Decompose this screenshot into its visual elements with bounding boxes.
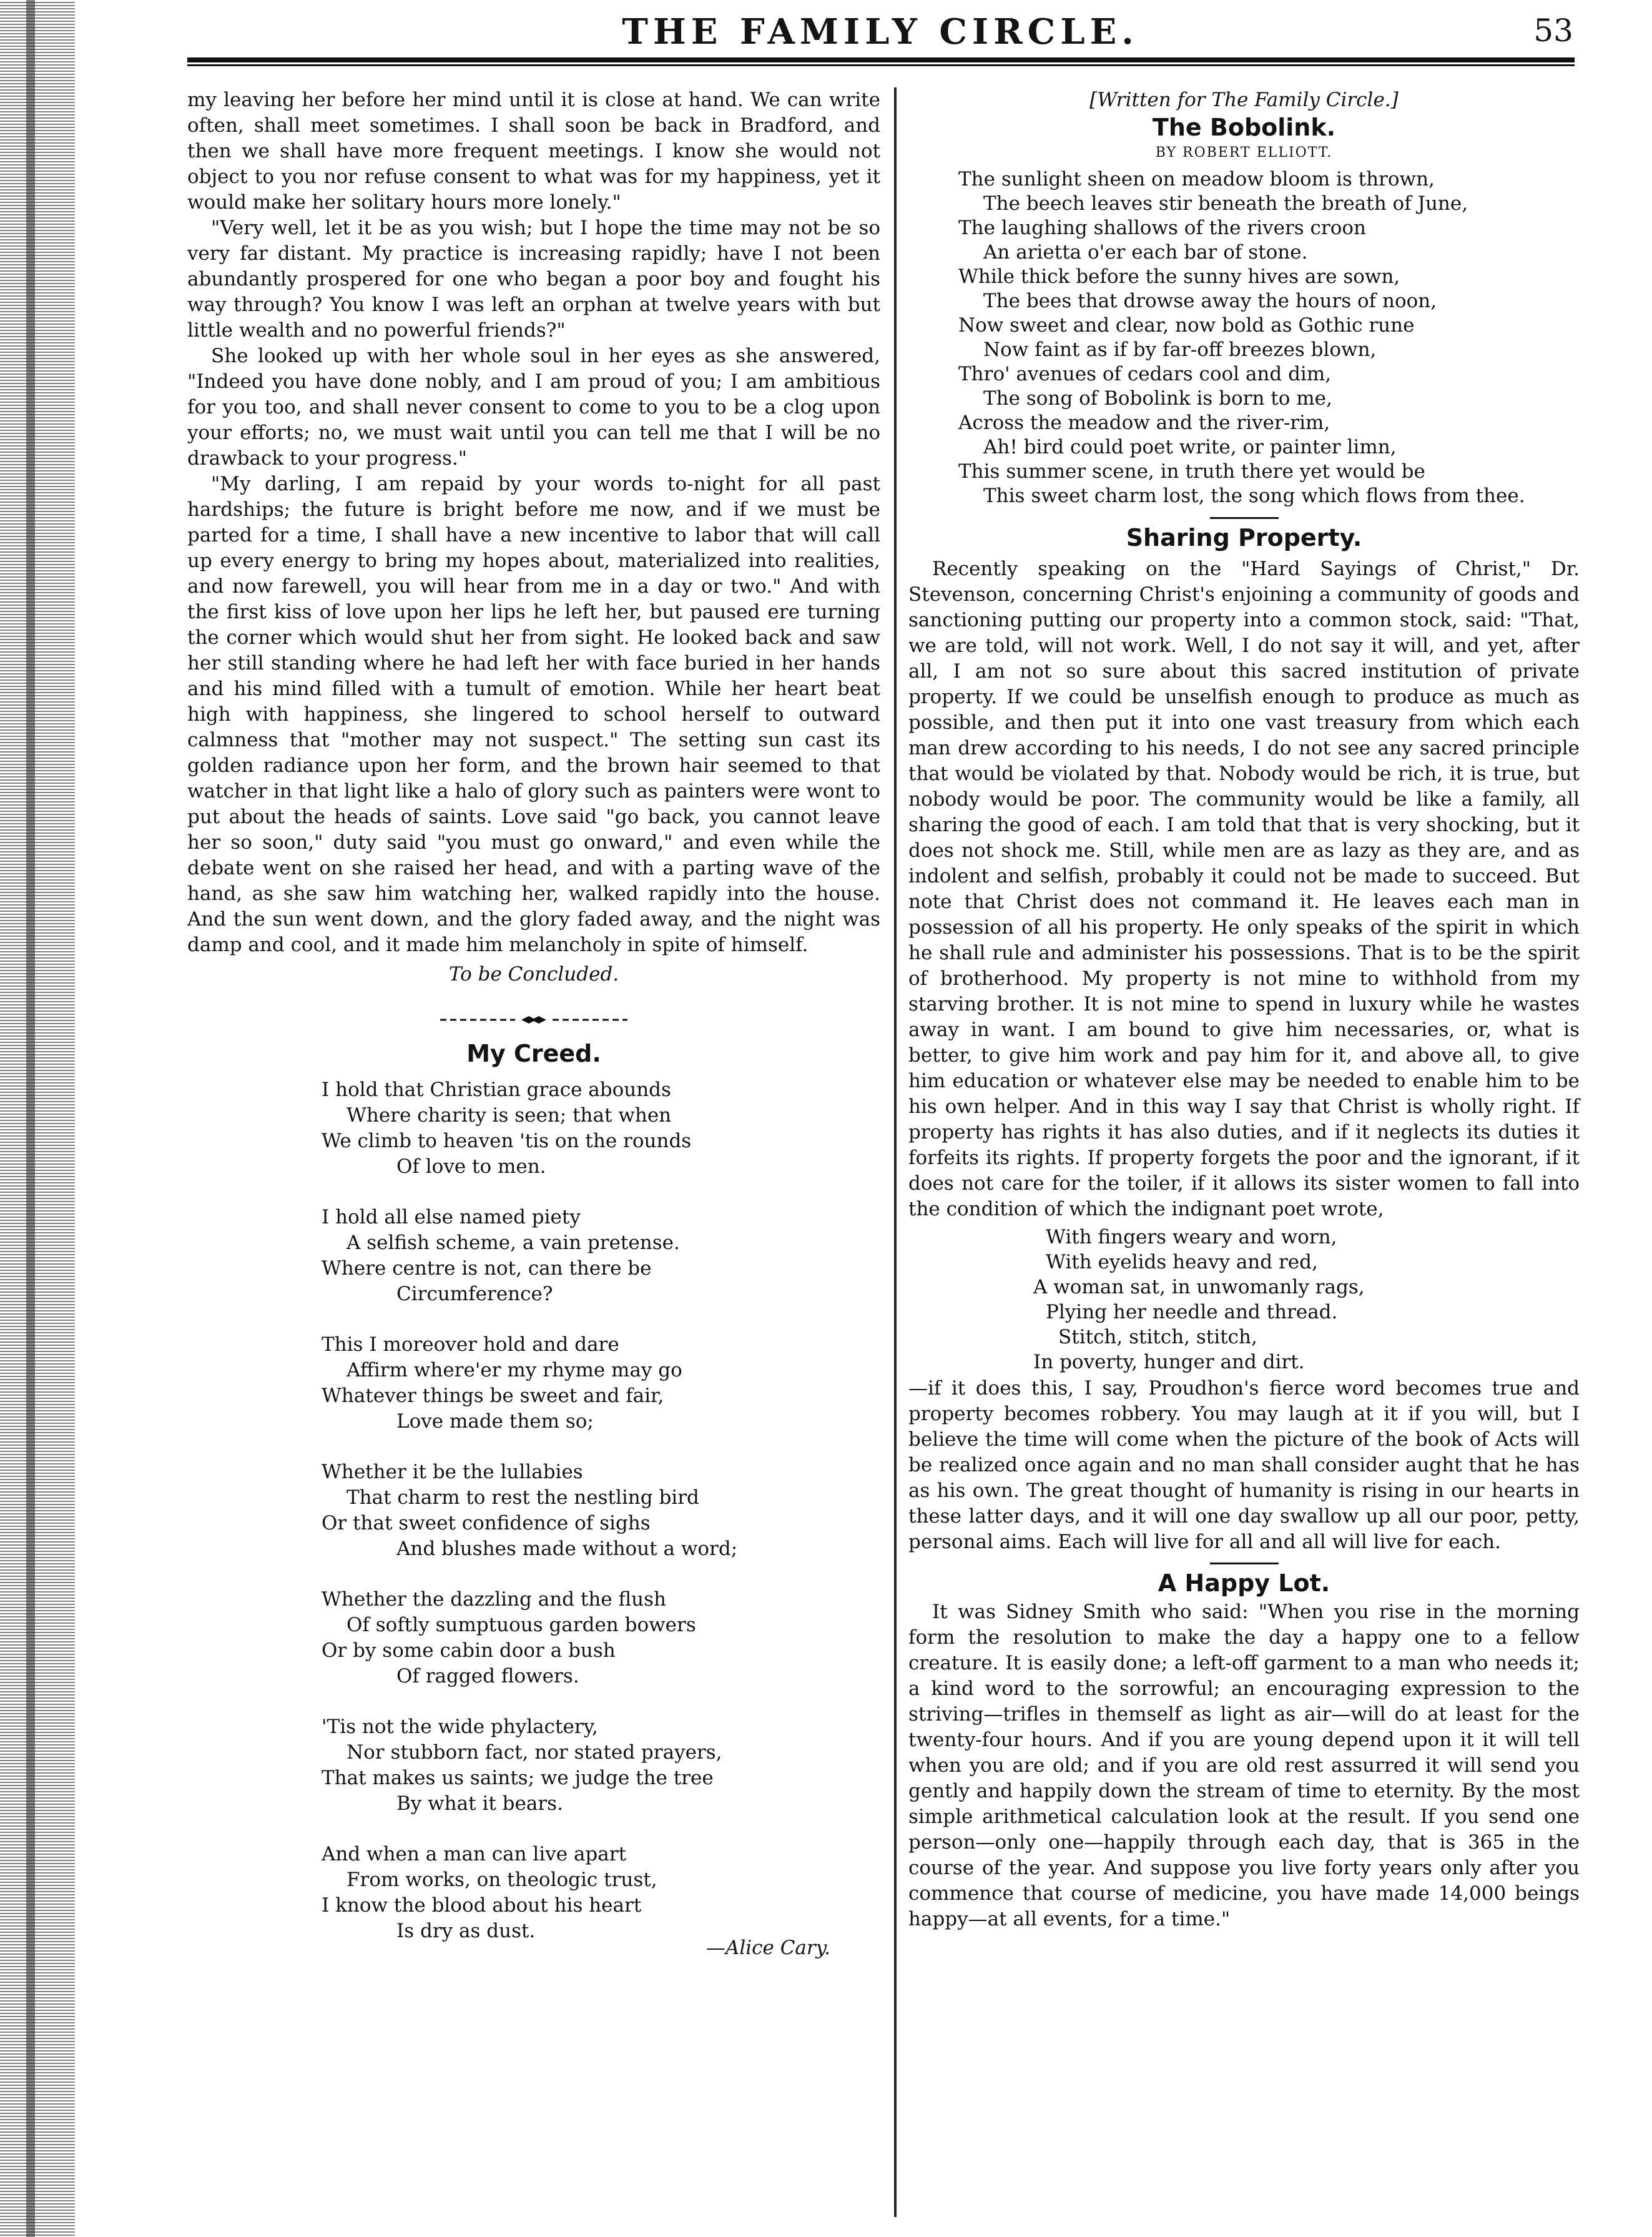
quote-line: In poverty, hunger and dirt.: [1033, 1351, 1305, 1373]
poem-line: Whether the dazzling and the flush: [322, 1588, 667, 1611]
poem-line: Across the meadow and the river-rim,: [958, 412, 1330, 434]
poem-author: —Alice Cary.: [706, 1937, 830, 1959]
story-paragraph: "Very well, let it be as you wish; but I hope the time may not be so very far distant. My practice is increasing rapidly; have I not been abundantly prospered for one who began a poor boy and fought his way through? You know I was left an orphan at twelve years with but little wealth and no powerful friends?": [187, 217, 880, 342]
poem-line: Or by some cabin door a bush: [322, 1639, 616, 1662]
poem-line: The beech leaves stir beneath the breath of June,: [983, 192, 1468, 215]
poem-quote: [1033, 1225, 1580, 1375]
poem-stanza: [322, 1205, 880, 1307]
poem-line: I hold that Christian grace abounds: [322, 1079, 671, 1101]
poem-line: This summer scene, in truth there yet would be: [958, 460, 1425, 483]
right-column: [908, 87, 1580, 1932]
poem-line: I hold all else named piety: [322, 1206, 581, 1228]
poem-line: And blushes made without a word;: [396, 1538, 738, 1560]
scan-gutter: [0, 0, 75, 2237]
poem-line: The laughing shallows of the rivers croon: [958, 217, 1366, 239]
to-be-concluded: To be Concluded.: [448, 963, 619, 985]
poem-stanza: [322, 1332, 880, 1435]
header-rule-thick: [187, 57, 1575, 62]
section-ornament: [187, 1010, 880, 1029]
poem-line: Whether it be the lullabies: [322, 1461, 583, 1483]
column-divider: [894, 87, 897, 2217]
left-column: [187, 87, 880, 1959]
poem-line: Or that sweet confidence of sighs: [322, 1512, 651, 1534]
story-paragraph: She looked up with her whole soul in her eyes as she answered, "Indeed you have done nobly, and I am proud of you; I am ambitious for you too, and shall never consent to come to you to be a clog upon your efforts; no, we must wait until you can tell me that I will be no drawback to your progress.": [187, 345, 880, 470]
poem-line: The bees that drowse away the hours of noon,: [983, 290, 1437, 312]
ornament-rule-icon: [440, 1014, 627, 1026]
poem-line: By what it bears.: [396, 1792, 563, 1815]
poem-line: Love made them so;: [396, 1410, 594, 1433]
happy-lot-paragraph: It was Sidney Smith who said: "When you rise in the morning form the resolution to make the day a happy one to a fellow creature. It is easily done; a left-off garment to a man who needs it; a kind word to the sorrowful; an encouraging expression to the striving—trifles in themself as light as air—will do at least for the twenty-four hours. And if you are young depend upon it it will tell when you are old; and if you are old rest assurred it will send you gently and happily down the stream of time to eternity. By the most simple arithmetical calculation look at the result. If you send one person—only one—happily through each day, that is 365 in the course of the year. And suppose you live forty years only after you commence that course of medicine, you have made 14,000 beings happy—at all events, for a time.": [908, 1601, 1580, 1930]
poem-line: 'Tis not the wide phylactery,: [322, 1716, 598, 1738]
poem-line: That charm to rest the nestling bird: [347, 1486, 699, 1509]
poem-line: I know the blood about his heart: [322, 1894, 642, 1917]
bobolink-byline: BY ROBERT ELLIOTT.: [1155, 145, 1333, 160]
quote-line: A woman sat, in unwomanly rags,: [1033, 1276, 1365, 1298]
header-rule-thin: [187, 64, 1575, 66]
poem-line: This I moreover hold and dare: [322, 1333, 619, 1356]
page-number: 53: [1533, 12, 1573, 49]
bobolink-title: The Bobolink.: [1152, 114, 1336, 141]
poem-line: The sunlight sheen on meadow bloom is thrown,: [958, 168, 1435, 190]
scan-gutter-edge: [26, 0, 35, 2237]
happy-lot-title: A Happy Lot.: [1158, 1569, 1330, 1597]
sharing-paragraph: Recently speaking on the "Hard Sayings of Christ," Dr. Stevenson, concerning Christ's enjoining a community of goods and sanctioning putting our property into a common stock, said: "That, we are told, will not work. Well, I do not say it will, and yet, after all, I am not so sure about this sacred institution of private property. If we could be unselfish enough to produce as much as possible, and then put it into one vast treasury from which each man drew according to his needs, I do not see any sacred principle that would be violated by that. Nobody would be rich, it is true, but nobody would be poor. The community would be like a family, all sharing the good of each. I am told that that is very shocking, but it does not shock me. Still, while men are as lazy as they are, and as indolent and selfish, probably it could not be made to succeed. But note that Christ does not command it. He leaves each man in possession of all his property. He only speaks of the spirit in which he shall rule and administer his possessions. That is to be the spirit of brotherhood. My property is not mine to withhold from my starving brother. It is not mine to spend in luxury while he wastes away in want. I am bound to give him necessaries, or, what is better, to give him work and pay him for it, and above all, to give him education or whatever else may be needed to enable him to be his own helper. And in this way I say that Christ is wholly right. If property has rights it has also duties, and if it neglects its duties it forfeits its rights. If property forgets the poor and the ignorant, if it does not care for the toiler, if it allows its sister women to fall into the condition of which the indignant poet wrote,: [908, 558, 1580, 1220]
poem-line: Circumference?: [396, 1283, 553, 1305]
section-rule: [1210, 517, 1279, 519]
poem-stanza: [322, 1714, 880, 1817]
poem-line: Of ragged flowers.: [396, 1665, 579, 1687]
poem-line: Now faint as if by far-off breezes blown,: [983, 338, 1377, 361]
poem-stanza: [322, 1842, 880, 1944]
section-rule: [1210, 1563, 1279, 1564]
poem-stanza: [322, 1587, 880, 1689]
poem-line: Ah! bird could poet write, or painter limn,: [983, 436, 1397, 458]
poem-line: That makes us saints; we judge the tree: [322, 1767, 714, 1789]
magazine-title: THE FAMILY CIRCLE.: [622, 11, 1139, 52]
poem-line: Nor stubborn fact, nor stated prayers,: [347, 1741, 722, 1764]
creed-poem: [322, 1077, 880, 1944]
poem-line: This sweet charm lost, the song which flows from thee.: [983, 485, 1525, 507]
written-for-note: [Written for The Family Circle.]: [1089, 89, 1399, 111]
story-paragraph: "My darling, I am repaid by your words to-night for all past hardships; the future is bright before me now, and if we must be parted for a time, I shall have a new incentive to labor that will call up every energy to bring my hopes about, materialized into realities, and now farewell, you will hear from me in a day or two." And with the first kiss of love upon her lips he left her, but paused ere turning the corner which would shut her from sight. He looked back and saw her still standing where he had left her with face buried in her hands and his mind filled with a tumult of emotion. While her heart beat high with happiness, she lingered to school herself to outward calmness that "mother may not suspect." The setting sun cast its golden radiance upon her form, and the brown hair seemed to that watcher in that light like a halo of glory such as painters were wont to put about the heads of saints. Love said "go back, you cannot leave her so soon," duty said "you must go onward," and even while the debate went on she raised her head, and with a parting wave of the hand, as she saw him watching her, walked rapidly into the house. And the sun went down, and the glory faded away, and the night was damp and cool, and it made him melancholy in spite of himself.: [187, 473, 880, 956]
poem-line: And when a man can live apart: [322, 1843, 627, 1865]
poem-line: An arietta o'er each bar of stone.: [983, 241, 1308, 264]
poem-line: Of love to men.: [396, 1155, 546, 1178]
sharing-paragraph: —if it does this, I say, Proudhon's fierce word becomes true and property becomes robbery. You may laugh at it if you will, but I believe the time will come when the picture of the book of Acts will be realized once again and no man shall consider aught that he has as his own. The great thought of humanity is rising in our hearts in these latter days, and it will one day swallow up all our poor, petty, personal aims. Each will live for all and all will live for each.: [908, 1377, 1580, 1553]
poem-line: Where charity is seen; that when: [347, 1104, 672, 1127]
poem-line: The song of Bobolink is born to me,: [983, 387, 1332, 410]
quote-line: Stitch, stitch, stitch,: [1058, 1326, 1257, 1348]
poem-stanza: [322, 1077, 880, 1180]
poem-line: A selfish scheme, a vain pretense.: [347, 1232, 680, 1254]
poem-line: Whatever things be sweet and fair,: [322, 1385, 664, 1407]
poem-line: Affirm where'er my rhyme may go: [347, 1359, 682, 1381]
quote-line: With fingers weary and worn,: [1046, 1226, 1337, 1248]
poem-stanza: [322, 1459, 880, 1562]
poem-line: Where centre is not, can there be: [322, 1257, 652, 1280]
bobolink-poem: [958, 167, 1580, 508]
sharing-title: Sharing Property.: [1126, 524, 1362, 551]
poem-line: We climb to heaven 'tis on the rounds: [322, 1130, 692, 1152]
running-head: [187, 9, 1573, 59]
poem-line: Now sweet and clear, now bold as Gothic rune: [958, 314, 1415, 337]
poem-line: Thro' avenues of cedars cool and dim,: [958, 363, 1332, 385]
quote-line: Plying her needle and thread.: [1046, 1301, 1338, 1323]
quote-line: With eyelids heavy and red,: [1046, 1251, 1318, 1273]
poem-line: Of softly sumptuous garden bowers: [347, 1614, 696, 1636]
poem-line: From works, on theologic trust,: [347, 1869, 657, 1891]
story-paragraph: my leaving her before her mind until it is close at hand. We can write often, shall meet sometimes. I shall soon be back in Bradford, and then we shall have more frequent meetings. I know she would not object to you nor refuse consent to what was for my happiness, yet it would make her solitary hours more lonely.": [187, 89, 880, 214]
poem-line: While thick before the sunny hives are sown,: [958, 265, 1400, 288]
poem-line: Is dry as dust.: [396, 1920, 536, 1942]
creed-title: My Creed.: [466, 1040, 601, 1067]
